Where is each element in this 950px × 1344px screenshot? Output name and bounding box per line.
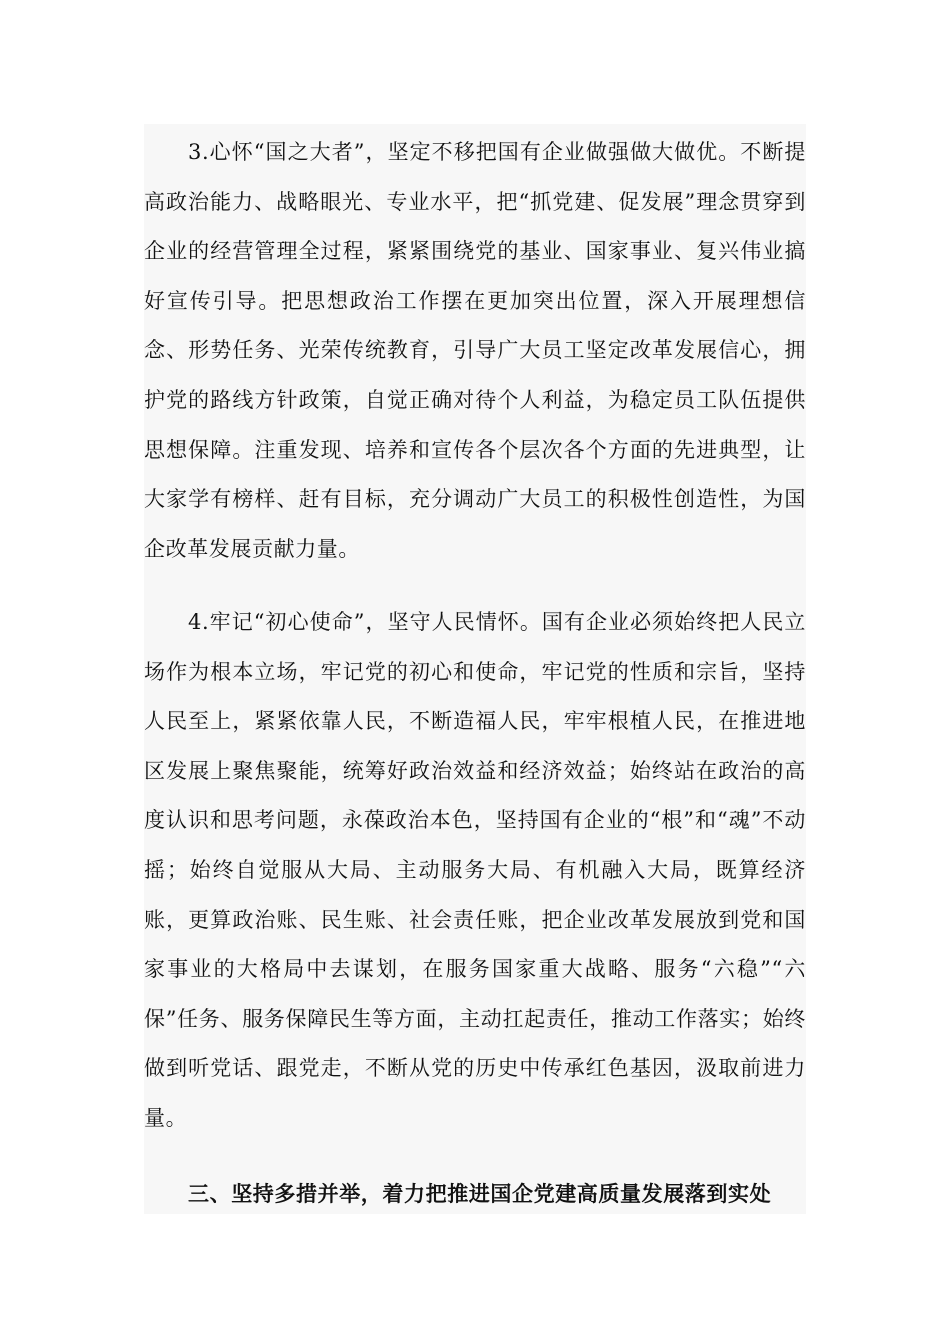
paragraph-4: 4.牢记“初心使命”，坚守人民情怀。国有企业必须始终把人民立场作为根本立场，牢记党的初心和使命，牢记党的性质和宗旨，坚持人民至上，紧紧依靠人民，不断造福人民，牢牢根植人民，在推进地区发展上聚焦聚能，统筹好政治效益和经济效益；始终站在政治的高度认识和思考问题，永葆政治本色，坚持国有企业的“根”和“魂”不动摇；始终自觉服从大局、主动服务大局、有机融入大局，既算经济账，更算政治账、民生账、社会责任账，把企业改革发展放到党和国家事业的大格局中去谋划，在服务国家重大战略、服务“六稳”“六保”任务、服务保障民生等方面，主动扛起责任，推动工作落实；始终做到听党话、跟党走，不断从党的历史中传承红色基因，汲取前进力量。 bbox=[144, 610, 806, 1130]
document-page bbox=[144, 124, 806, 1214]
section-heading: 三、坚持多措并举，着力把推进国企党建高质量发展落到实处 bbox=[188, 1181, 772, 1206]
paragraph-3: 3.心怀“国之大者”，坚定不移把国有企业做强做大做优。不断提高政治能力、战略眼光、专业水平，把“抓党建、促发展”理念贯穿到企业的经营管理全过程，紧紧围绕党的基业、国家事业、复兴伟业搞好宣传引导。把思想政治工作摆在更加突出位置，深入开展理想信念、形势任务、光荣传统教育，引导广大员工坚定改革发展信心，拥护党的路线方针政策，自觉正确对待个人利益，为稳定员工队伍提供思想保障。注重发现、培养和宣传各个层次各个方面的先进典型，让大家学有榜样、赶有目标，充分调动广大员工的积极性创造性，为国企改革发展贡献力量。 bbox=[144, 140, 806, 561]
